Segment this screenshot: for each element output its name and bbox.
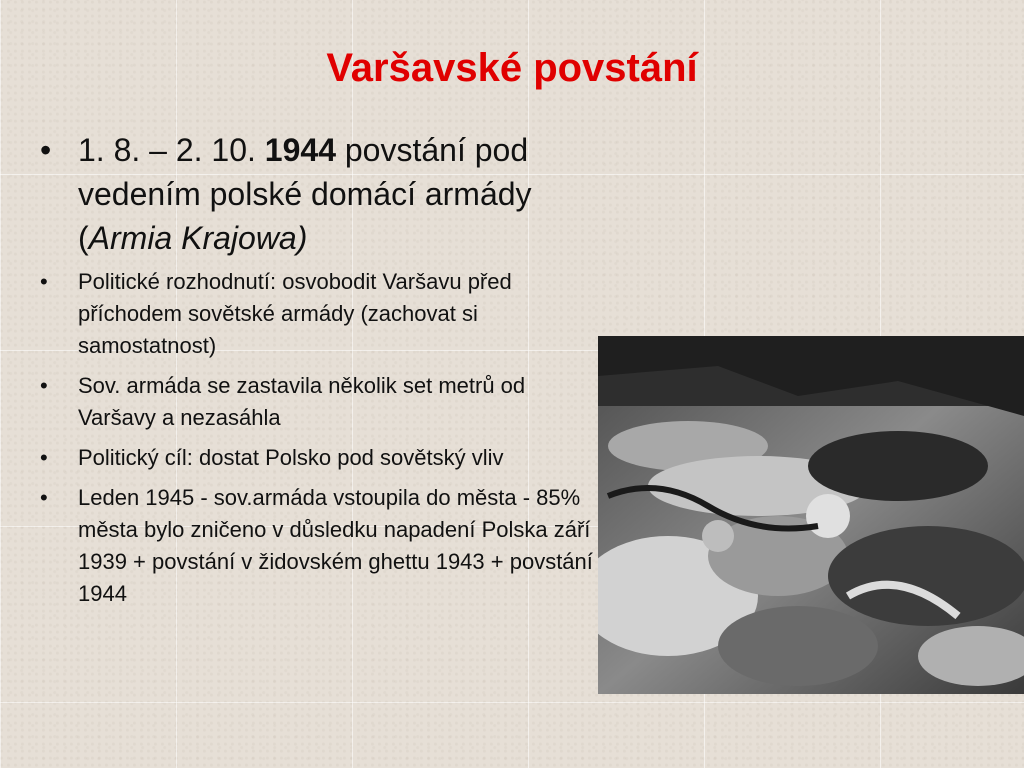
bullet-list xyxy=(38,128,598,610)
bullet-item: • Politický cíl: dostat Polsko pod sovětský vliv xyxy=(38,442,598,474)
bullet-item: • Sov. armáda se zastavila několik set metrů od Varšavy a nezasáhla xyxy=(38,370,598,434)
historical-photo xyxy=(598,336,1024,694)
photo-illustration xyxy=(598,336,1024,694)
bullet-italic: Armia Krajowa) xyxy=(88,220,308,256)
bullet-item: • Leden 1945 - sov.armáda vstoupila do města - 85% města bylo zničeno v důsledku napadení Polska září 1939 + povstání v židovském ghettu 1943 + povstání 1944 xyxy=(38,482,598,610)
bullet-year: 1944 xyxy=(264,132,336,168)
slide-content xyxy=(38,128,598,618)
bullet-item: • Politické rozhodnutí: osvobodit Varšavu před příchodem sovětské armády (zachovat si samostatnost) xyxy=(38,266,598,362)
bullet-text: povstání pod vedením polské domácí armády ( xyxy=(78,132,532,256)
bullet-date: 1. 8. – 2. 10. xyxy=(78,132,265,168)
slide-title: Varšavské povstání xyxy=(326,46,698,90)
bullet-item xyxy=(38,128,598,260)
